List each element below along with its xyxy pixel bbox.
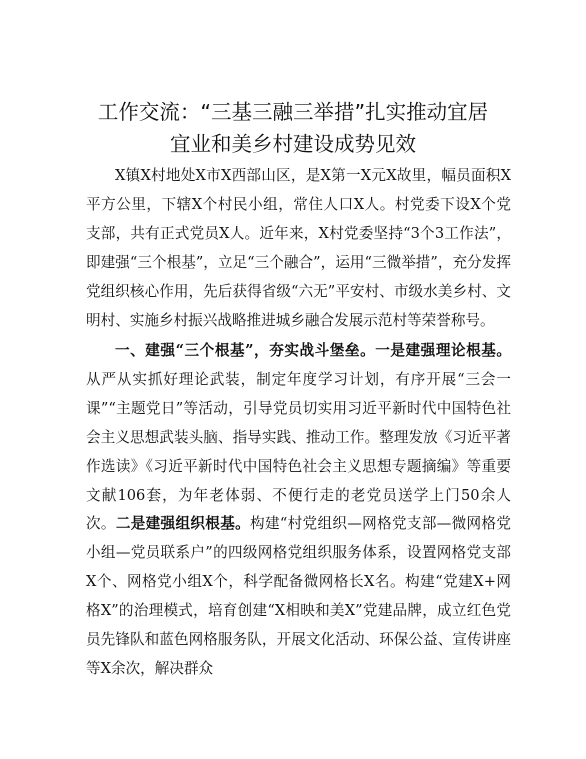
document-title-line-1: 工作交流：“三基三融三举措”扎实推动宜居 — [97, 100, 489, 124]
subsection-theory-body: 从严从实抓好理论武装，制定年度学习计划，有序开展“三会一课”“主题党日”等活动，引导党员切实用习近平新时代中国特色社会主义思想武装头脑、指导实践、推动工作。整理发放《习近平著作选读》《习近平新时代中国特色社会主义思想专题摘编》等重要文献106套，为年老体弱、不便行走的老党员送学上门50余人次。 — [86, 370, 511, 533]
subsection-organization-body: 构建“村党组织—网格党支部—微网格党小组—党员联系户”的四级网格党组织服务体系，设置网格党支部X个、网格党小组X个，科学配备微网格长X名。构建“党建X+网格X”的治理模式，培育创建“X相映和美X”党建品牌，成立红色党员先锋队和蓝色网格服务队，开展文化活动、环保公益、宣传讲座等X余次，解决群众 — [86, 515, 511, 677]
subsection-theory-lead: 一是建强理论根基。 — [375, 342, 511, 359]
document-title-line-2: 宜业和美乡村建设成势见效 — [170, 132, 416, 156]
section-1-heading: 一、建强“三个根基”，夯实战斗堡垒。 — [115, 342, 376, 359]
intro-paragraph: X镇X村地处X市X西部山区，是X第一X元X故里，幅员面积X平方公里，下辖X个村民小组，常住人口X人。村党委下设X个党支部，共有正式党员X人。近年来，X村党委坚持“3个3工作法”，即建强“三个根基”，立足“三个融合”，运用“三微举措”，充分发挥党组织核心作用，先后获得省级“六无”平安村、市级水美乡村、文明村、实施乡村振兴战略推进城乡融合发展示范村等荣誉称号。 — [86, 167, 511, 329]
subsection-organization-lead: 二是建强组织根基。 — [115, 515, 251, 533]
section-1-paragraph — [86, 337, 511, 684]
